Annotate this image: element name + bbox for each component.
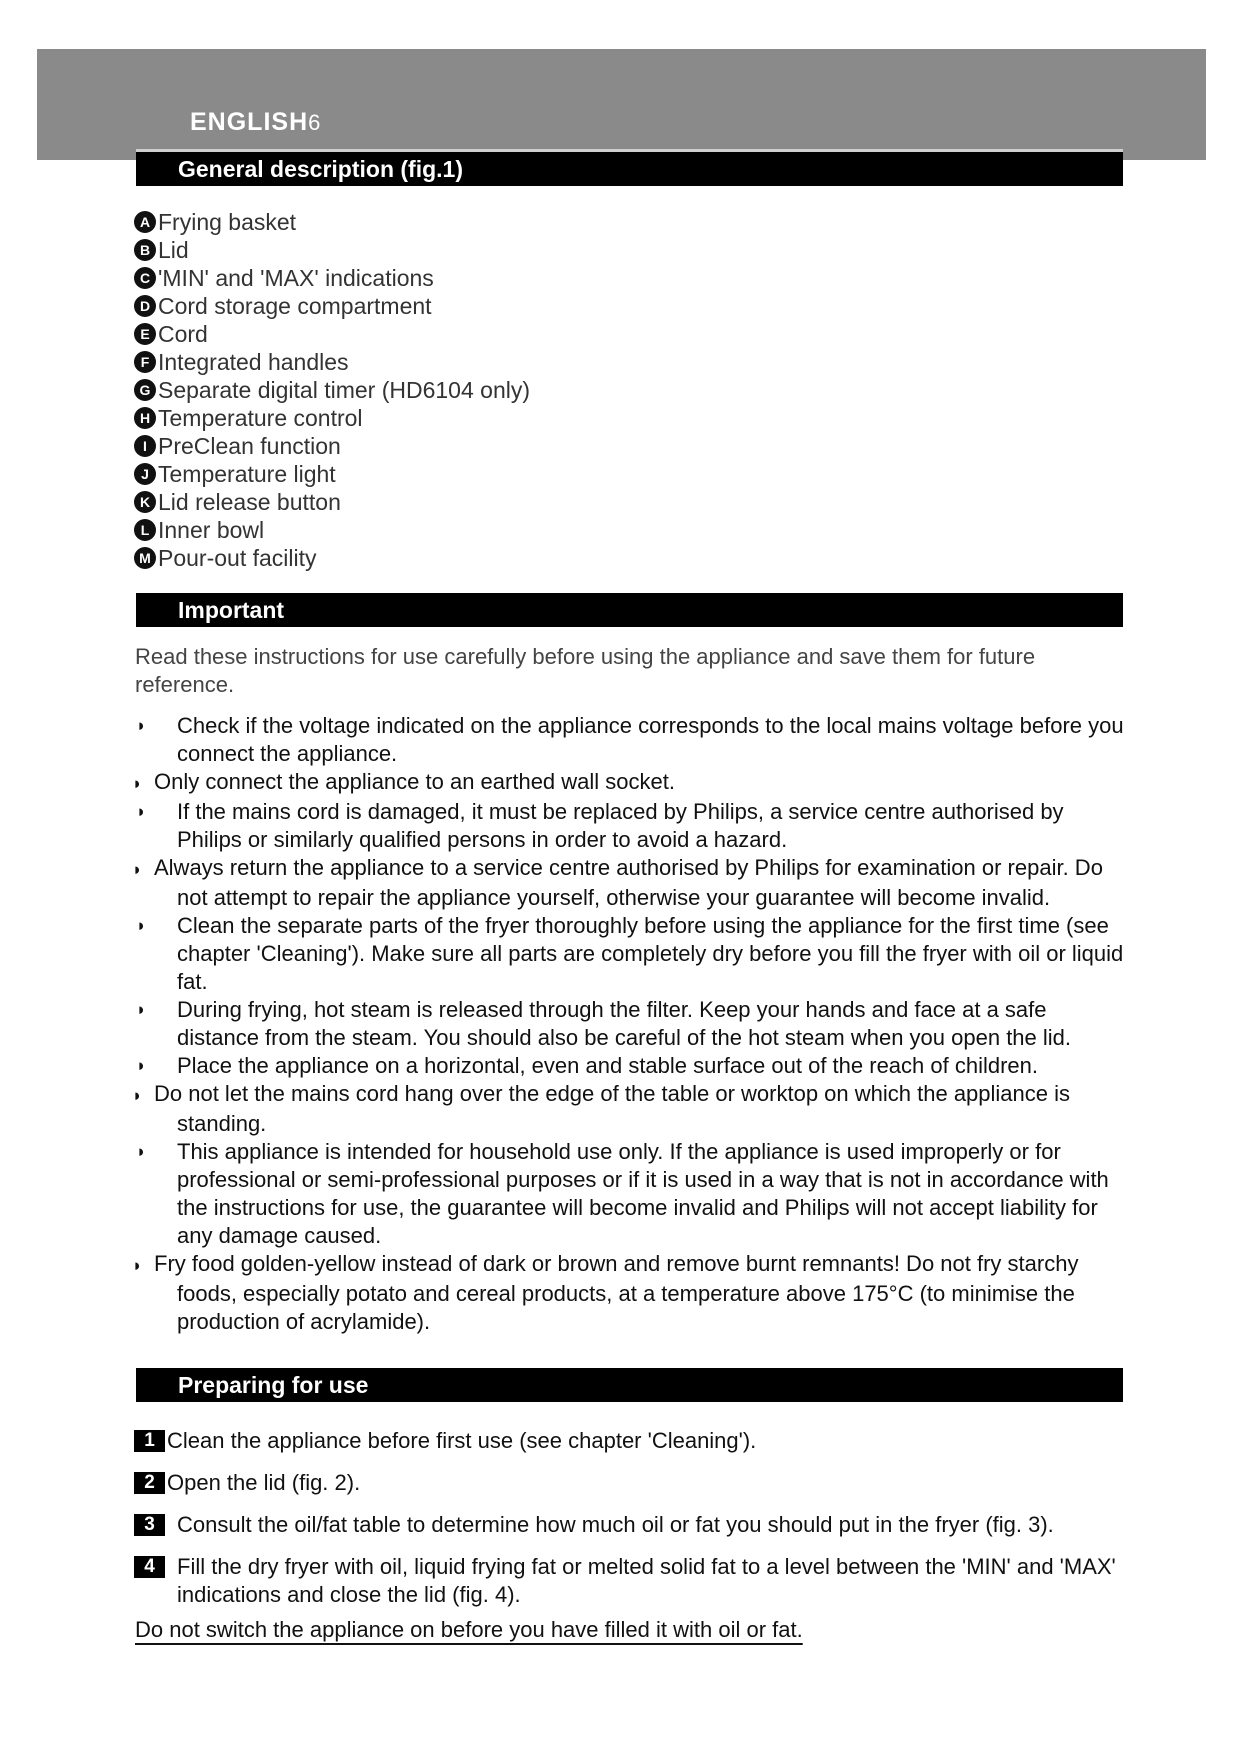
list-item bbox=[132, 798, 1128, 854]
warning-text: If the mains cord is damaged, it must be replaced by Philips, a service centre authorised by Philips or similarly qualified persons in order to avoid a hazard. bbox=[177, 799, 1064, 852]
letter-badge: I bbox=[134, 435, 156, 457]
part-label: Cord storage compartment bbox=[158, 293, 432, 319]
warning-text: Clean the separate parts of the fryer thoroughly before using the appliance for the first time (see chapter 'Cleaning'). Make sure all parts are completely dry before you fill the fryer with oil or liquid fat. bbox=[177, 913, 1124, 994]
letter-badge: M bbox=[134, 547, 156, 569]
letter-badge: C bbox=[134, 267, 156, 289]
list-item bbox=[134, 404, 530, 432]
step-number: 4 bbox=[134, 1556, 165, 1578]
letter-badge: H bbox=[134, 407, 156, 429]
part-label: Integrated handles bbox=[158, 349, 349, 375]
part-label: Lid bbox=[158, 237, 189, 263]
warning-text: Only connect the appliance to an earthed wall socket. bbox=[154, 769, 675, 794]
part-label: Cord bbox=[158, 321, 208, 347]
list-item bbox=[132, 712, 1128, 768]
letter-badge: D bbox=[134, 295, 156, 317]
warning-text: Fry food golden-yellow instead of dark or brown and remove burnt remnants! Do not fry starchy foods, especially potato and cereal products, at a temperature above 175°C (to minimise the production of acrylamide). bbox=[154, 1251, 1079, 1334]
bullet-icon: ◗ bbox=[136, 802, 147, 821]
part-label: Lid release button bbox=[158, 489, 341, 515]
step-number: 2 bbox=[134, 1472, 165, 1494]
section-title-general-description: General description (fig.1) bbox=[136, 149, 1123, 186]
list-item bbox=[134, 516, 530, 544]
warning-text: Check if the voltage indicated on the appliance corresponds to the local mains voltage before you connect the appliance. bbox=[177, 713, 1124, 766]
step-text: Clean the appliance before first use (see chapter 'Cleaning'). bbox=[167, 1428, 757, 1453]
oil-warning-note: Do not switch the appliance on before you have filled it with oil or fat. bbox=[135, 1617, 803, 1642]
step-item bbox=[134, 1427, 1134, 1455]
part-label: Inner bowl bbox=[158, 517, 265, 543]
bullet-icon: ◗ bbox=[136, 1056, 147, 1075]
part-label: Temperature light bbox=[158, 461, 336, 487]
part-label: Frying basket bbox=[158, 209, 297, 235]
part-label: PreClean function bbox=[158, 433, 341, 459]
bullet-icon: ◗ bbox=[132, 1256, 143, 1275]
list-item bbox=[132, 912, 1128, 996]
warning-text: Always return the appliance to a service centre authorised by Philips for examination or repair. Do not attempt to repair the appliance yourself, otherwise your guarantee will become invalid. bbox=[154, 855, 1103, 910]
parts-list bbox=[134, 208, 530, 572]
list-item bbox=[134, 488, 530, 516]
step-item bbox=[134, 1553, 1134, 1609]
part-label: 'MIN' and 'MAX' indications bbox=[158, 265, 434, 291]
list-item bbox=[134, 292, 530, 320]
preparation-steps bbox=[134, 1427, 1134, 1623]
safety-warnings-list bbox=[132, 712, 1128, 1336]
part-label: Pour-out facility bbox=[158, 545, 317, 571]
warning-text: During frying, hot steam is released through the filter. Keep your hands and face at a safe distance from the steam. You should also be careful of the hot steam when you open the lid. bbox=[177, 997, 1072, 1050]
part-label: Separate digital timer (HD6104 only) bbox=[158, 377, 531, 403]
warning-text: This appliance is intended for household use only. If the appliance is used improperly or for professional or semi-professional purposes or if it is used in a way that is not in accordance with the instructions for use, the guarantee will become invalid and Philips will not accept liability for any damage caused. bbox=[177, 1139, 1109, 1248]
step-text: Fill the dry fryer with oil, liquid frying fat or melted solid fat to a level between the 'MIN' and 'MAX' indications and close the lid (fig. 4). bbox=[177, 1554, 1116, 1607]
section-title-important: Important bbox=[136, 593, 1123, 627]
step-item bbox=[134, 1511, 1134, 1539]
step-text: Open the lid (fig. 2). bbox=[167, 1470, 361, 1495]
list-item bbox=[134, 376, 530, 404]
bullet-icon: ◗ bbox=[132, 1086, 143, 1105]
letter-badge: G bbox=[134, 379, 156, 401]
step-number: 3 bbox=[134, 1514, 165, 1536]
step-item bbox=[134, 1469, 1134, 1497]
letter-badge: E bbox=[134, 323, 156, 345]
bullet-icon: ◗ bbox=[136, 1142, 147, 1161]
bullet-icon: ◗ bbox=[136, 916, 147, 935]
list-item bbox=[132, 1250, 1128, 1336]
page-header bbox=[190, 108, 320, 137]
bullet-icon: ◗ bbox=[136, 716, 147, 735]
list-item bbox=[134, 320, 530, 348]
part-label: Temperature control bbox=[158, 405, 363, 431]
page-number: 6 bbox=[308, 110, 321, 135]
list-item bbox=[132, 854, 1128, 912]
letter-badge: F bbox=[134, 351, 156, 373]
list-item bbox=[132, 1052, 1128, 1080]
letter-badge: B bbox=[134, 239, 156, 261]
language-label: ENGLISH bbox=[190, 108, 309, 136]
list-item bbox=[134, 208, 530, 236]
list-item bbox=[134, 460, 530, 488]
section-title-preparing: Preparing for use bbox=[136, 1368, 1123, 1402]
header-band bbox=[37, 49, 1206, 160]
bullet-icon: ◗ bbox=[132, 860, 143, 879]
step-text: Consult the oil/fat table to determine how much oil or fat you should put in the fryer (fig. 3). bbox=[177, 1512, 1054, 1537]
list-item bbox=[132, 1080, 1128, 1138]
list-item bbox=[134, 236, 530, 264]
list-item bbox=[132, 1138, 1128, 1250]
important-intro: Read these instructions for use carefully before using the appliance and save them for future reference. bbox=[135, 644, 1036, 697]
letter-badge: K bbox=[134, 491, 156, 513]
list-item bbox=[132, 768, 1128, 798]
list-item bbox=[134, 348, 530, 376]
list-item bbox=[132, 996, 1128, 1052]
bullet-icon: ◗ bbox=[136, 1000, 147, 1019]
step-number: 1 bbox=[134, 1430, 165, 1452]
letter-badge: J bbox=[134, 463, 156, 485]
letter-badge: L bbox=[134, 519, 156, 541]
warning-text: Place the appliance on a horizontal, even and stable surface out of the reach of children. bbox=[177, 1053, 1039, 1078]
list-item bbox=[134, 432, 530, 460]
list-item bbox=[134, 264, 530, 292]
warning-text: Do not let the mains cord hang over the edge of the table or worktop on which the appliance is standing. bbox=[154, 1081, 1071, 1136]
letter-badge: A bbox=[134, 211, 156, 233]
list-item bbox=[134, 544, 530, 572]
bullet-icon: ◗ bbox=[132, 774, 143, 793]
